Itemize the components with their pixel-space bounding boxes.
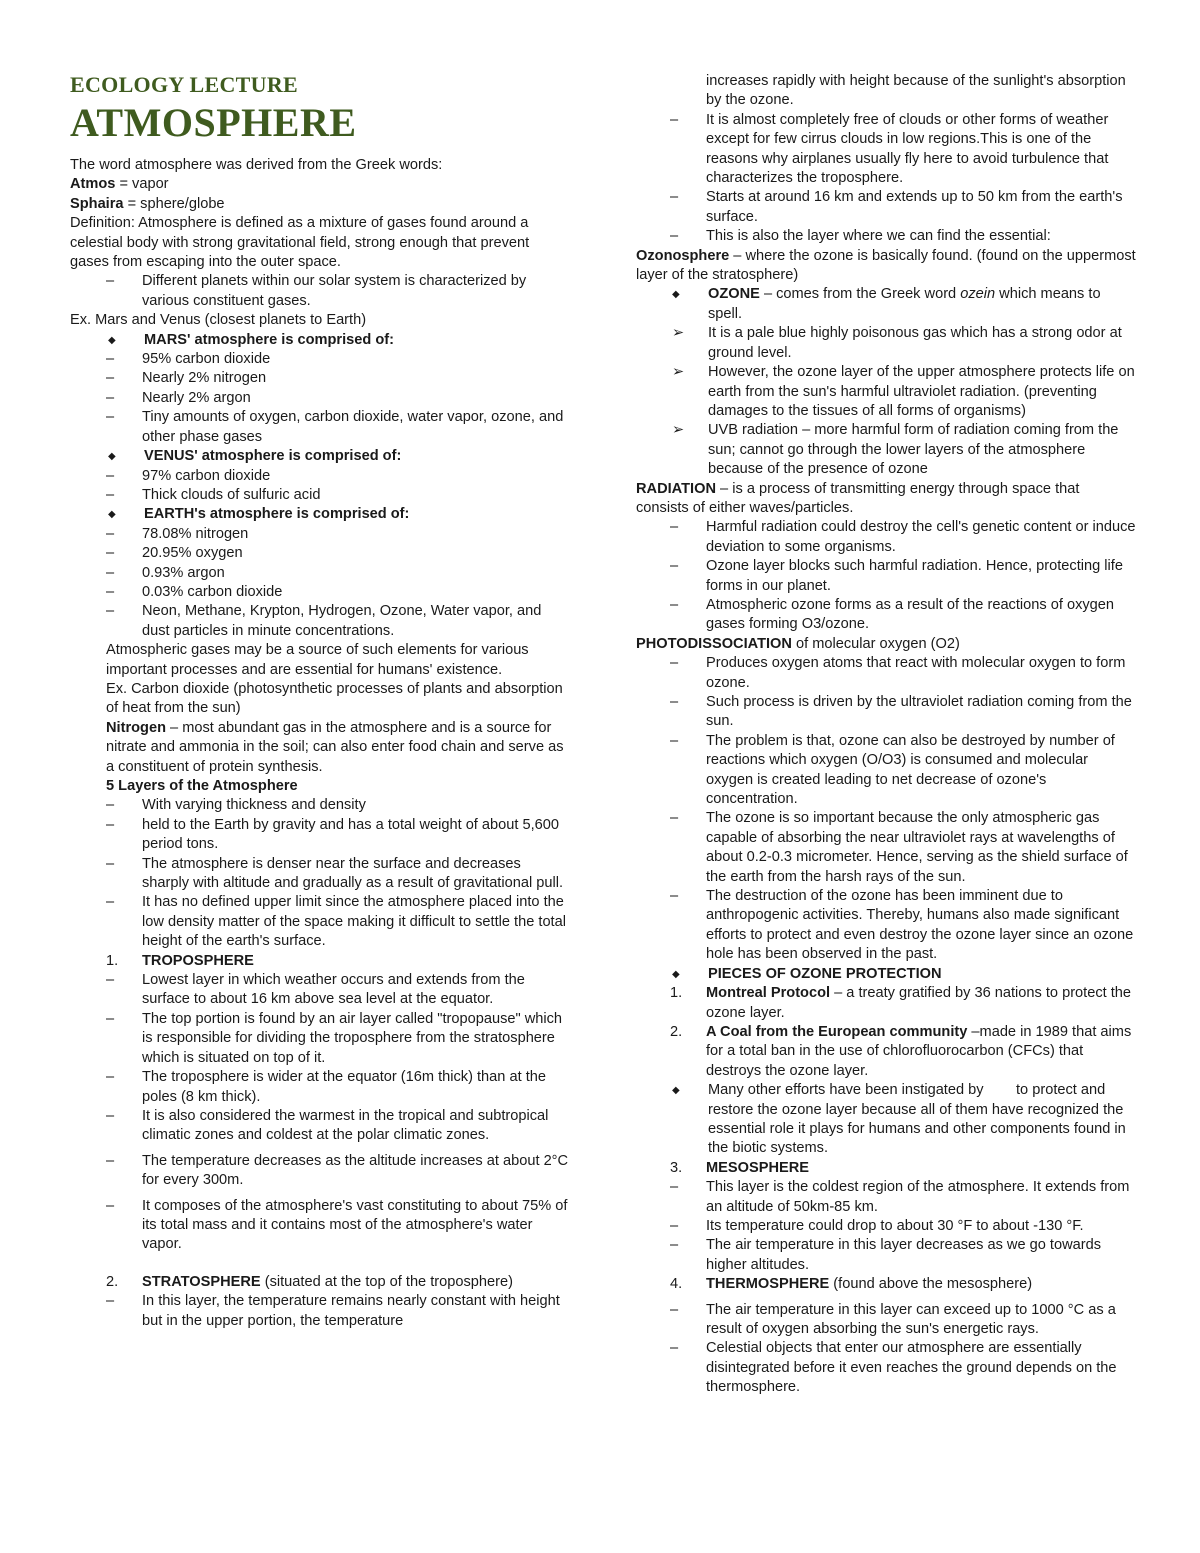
arrow-bullet-icon: ➢ (672, 325, 685, 342)
list-item-text: Celestial objects that enter our atmosphere are essentially disintegrated before it even reaches the ground depends on the thermosphere. (706, 1340, 1117, 1396)
list-item (70, 855, 570, 894)
list-item-text: 20.95% oxygen (142, 545, 243, 562)
example-planets: Ex. Mars and Venus (closest planets to Earth) (70, 312, 367, 329)
list-item-text: The destruction of the ozone has been imminent due to anthropogenic activities. Thereby, humans also made significant efforts to protect and even destroy the ozone layer since an ozone hole has been observed in the past. (706, 888, 1134, 963)
list-item (636, 809, 1136, 887)
list-item (70, 486, 570, 505)
bullet-icon: ◆ (672, 1085, 680, 1097)
dash-marker (106, 486, 142, 505)
list-item (636, 111, 1136, 189)
list-item (636, 421, 1136, 479)
list-item (636, 188, 1136, 227)
list-item (70, 1292, 570, 1331)
list-item (636, 518, 1136, 557)
list-item-text: Many other efforts have been instigated by to protect and restore the ozone layer because all of them have recognized the essential role it plays for humans and other components found in the biotic systems. (708, 1082, 1130, 1157)
dash-marker (670, 596, 706, 615)
list-item (70, 544, 570, 563)
course-label: ECOLOGY LECTURE (70, 72, 299, 97)
list-item-text: Produces oxygen atoms that react with molecular oxygen to form ozone. (706, 655, 1126, 691)
stratosphere-heading-text (142, 1273, 570, 1292)
list-item (636, 1301, 1136, 1340)
nitrogen-paragraph (70, 719, 570, 777)
list-item-text: The atmosphere is denser near the surface and decreases sharply with altitude and gradually as a result of gravitational pull. (142, 855, 564, 892)
ozone-heading-text (708, 285, 1136, 324)
dash-marker (670, 732, 706, 751)
list-item-text: It has no defined upper limit since the atmosphere placed into the low density matter of the space making it difficult to settle the total height of the earth's surface. (142, 894, 566, 950)
dash-marker (106, 1010, 142, 1029)
dash-marker (106, 971, 142, 990)
list-item (70, 369, 570, 388)
page-title: ATMOSPHERE (70, 100, 357, 145)
list-item (70, 408, 570, 447)
list-item (70, 1107, 570, 1146)
list-item (70, 583, 570, 602)
list-item-text (706, 1023, 1136, 1081)
photodissociation-def: of molecular oxygen (O2) (791, 635, 960, 652)
thermosphere-heading (636, 1275, 1136, 1294)
list-item (70, 1197, 570, 1255)
list-item (636, 363, 1136, 421)
coal-def: –made in 1989 that aims for a total ban in the use of chlorofluorocarbon (CFCs) that destroys the ozone layer. (706, 1023, 1132, 1079)
list-item-text: Neon, Methane, Krypton, Hydrogen, Ozone, Water vapor, and dust particles in minute concentrations. (142, 603, 542, 639)
list-item-text: 97% carbon dioxide (142, 467, 271, 484)
list-item-text: Its temperature could drop to about 30 °F to about -130 °F. (706, 1217, 1084, 1234)
radiation-def: – is a process of transmitting energy through space that consists of either waves/particles. (636, 480, 1080, 516)
list-item-text: With varying thickness and density (142, 797, 366, 814)
atmos-definition (70, 175, 570, 194)
list-item (70, 467, 570, 486)
list-item-text: In this layer, the temperature remains nearly constant with height but in the upper portion, the temperature (142, 1293, 560, 1329)
list-item (636, 693, 1136, 732)
list-number: 1. (106, 952, 119, 969)
list-item (636, 654, 1136, 693)
list-item-text: Ozone layer blocks such harmful radiation. Hence, protecting life forms in our planet. (706, 558, 1123, 594)
dash-marker (106, 583, 142, 602)
dash-marker (106, 602, 142, 621)
dash-marker (106, 855, 142, 874)
list-number: 3. (670, 1159, 683, 1176)
list-item (70, 1068, 570, 1107)
list-item (636, 1178, 1136, 1217)
list-item-text: It composes of the atmosphere's vast constituting to about 75% of its total mass and it contains most of the atmosphere's water vapor. (142, 1197, 568, 1253)
dash-marker (106, 389, 142, 408)
list-item (636, 324, 1136, 363)
dash-marker (670, 557, 706, 576)
bullet-icon: ◆ (672, 289, 680, 301)
dash-marker (670, 1301, 706, 1320)
list-item-text: 0.03% carbon dioxide (142, 583, 283, 600)
dash-marker (670, 654, 706, 673)
ozein-word: ozein (960, 286, 996, 303)
list-item-text: The temperature decreases as the altitude increases at about 2°C for every 300m. (142, 1152, 569, 1189)
bullet-icon: ◆ (108, 451, 116, 463)
ozonosphere-def: – where the ozone is basically found. (found on the uppermost layer of the stratosphere) (636, 247, 1136, 284)
list-item-text: Thick clouds of sulfuric acid (142, 486, 321, 503)
list-item (636, 1081, 1136, 1159)
list-item-text: However, the ozone layer of the upper atmosphere protects life on earth from the sun's harmful ultraviolet radiation. (preventing damages to the tissues of all forms of organisms) (708, 364, 1135, 419)
list-item-text: This layer is the coldest region of the atmosphere. It extends from an altitude of 50km-85 km. (706, 1179, 1130, 1215)
list-item-text: UVB radiation – more harmful form of radiation coming from the sun; cannot go through the lower layers of the atmosphere because of the presence of ozone (708, 422, 1119, 478)
bullet-icon: ◆ (672, 968, 680, 980)
gases-paragraph: Atmospheric gases may be a source of such elements for various important processes and are essential for humans' existence. (106, 642, 529, 678)
dash-marker (106, 893, 142, 912)
stratosphere-note: (situated at the top of the troposphere) (260, 1273, 513, 1290)
dash-marker (670, 887, 706, 906)
list-number: 2. (670, 1023, 683, 1040)
troposphere-heading (70, 952, 570, 971)
list-item-text: It is almost completely free of clouds or other forms of weather except for few cirrus clouds in low regions.This is one of the reasons why airplanes usually fly here to avoid turbulence that characterizes the troposphere. (706, 111, 1109, 187)
list-item (636, 227, 1136, 246)
radiation-term: RADIATION (636, 480, 716, 497)
mars-heading (70, 331, 570, 350)
ozone-def-end: which means to spell. (708, 286, 1101, 322)
dash-marker (106, 816, 142, 835)
list-item (70, 1152, 570, 1191)
co2-example: Ex. Carbon dioxide (photosynthetic processes of plants and absorption of heat from the sun) (106, 680, 563, 717)
right-column (636, 72, 1136, 1398)
earth-heading-text: EARTH's atmosphere is comprised of: (144, 506, 410, 523)
list-item-text: Such process is driven by the ultraviolet radiation coming from the sun. (706, 694, 1132, 730)
list-item (70, 564, 570, 583)
thermosphere-heading-text (706, 1275, 1136, 1294)
dash-marker (670, 809, 706, 828)
list-item-text: It is a pale blue highly poisonous gas which has a strong odor at ground level. (708, 325, 1122, 361)
list-item (70, 1010, 570, 1068)
dash-marker (670, 518, 706, 537)
list-item (636, 557, 1136, 596)
mars-heading-text: MARS' atmosphere is comprised of: (144, 331, 394, 348)
list-item-text: The ozone is so important because the only atmospheric gas capable of absorbing the near ultraviolet rays at wavelengths of about 0.2-0.3 micrometer. Hence, serving as the shield surface of the earth from the harsh rays of the sun. (706, 810, 1128, 885)
list-item (70, 971, 570, 1010)
ozone-def: – comes from the Greek word (759, 286, 961, 303)
definition-paragraph: Definition: Atmosphere is defined as a mixture of gases found around a celestial body with strong gravitational field, strong enough that prevent gases from escaping into the outer space. (70, 215, 530, 271)
dash-marker (106, 1107, 142, 1126)
dash-marker (106, 408, 142, 427)
troposphere-heading-text: TROPOSPHERE (142, 952, 254, 969)
list-item (636, 887, 1136, 965)
stratosphere-term: STRATOSPHERE (142, 1273, 261, 1290)
layers-heading: 5 Layers of the Atmosphere (106, 778, 298, 794)
dash-marker (670, 188, 706, 207)
nitrogen-term: Nitrogen (106, 719, 166, 736)
list-item (636, 984, 1136, 1023)
list-item (70, 893, 570, 951)
nitrogen-def: – most abundant gas in the atmosphere and is a source for nitrate and ammonia in the soil; can also enter food chain and serve as a constituent of protein synthesis. (106, 719, 564, 775)
intro-text: The word atmosphere was derived from the Greek words: (70, 157, 443, 173)
venus-heading (70, 447, 570, 466)
list-item-text (706, 984, 1136, 1023)
dash-marker (106, 272, 142, 291)
thermosphere-term: THERMOSPHERE (706, 1276, 830, 1293)
list-item-text: Lowest layer in which weather occurs and extends from the surface to about 16 km above sea level at the equator. (142, 972, 525, 1008)
sphaira-definition (70, 195, 570, 214)
list-item-text: The top portion is found by an air layer called "tropopause" which is responsible for dividing the troposphere from the stratosphere which is situated on top of it. (142, 1010, 563, 1066)
list-item-text: Different planets within our solar system is characterized by various constituent gases. (142, 273, 527, 309)
list-item (70, 816, 570, 855)
ozonosphere-paragraph (636, 247, 1136, 286)
dash-marker (106, 544, 142, 563)
list-item (70, 602, 570, 641)
list-item (636, 1339, 1136, 1397)
ozone-term: OZONE (708, 286, 760, 303)
list-item-text: Atmospheric ozone forms as a result of the reactions of oxygen gases forming O3/ozone. (706, 596, 1115, 633)
list-number: 2. (106, 1273, 119, 1290)
dash-marker (670, 111, 706, 130)
list-item (636, 596, 1136, 635)
dash-marker (106, 796, 142, 815)
list-item-text: 0.93% argon (142, 564, 225, 581)
photodissociation-paragraph (636, 635, 1136, 654)
list-item-text: 95% carbon dioxide (142, 351, 271, 368)
dash-marker (106, 350, 142, 369)
dash-marker (106, 1292, 142, 1311)
pieces-heading (636, 965, 1136, 984)
photodissociation-term: PHOTODISSOCIATION (636, 635, 792, 652)
list-item (70, 796, 570, 815)
list-item (636, 1023, 1136, 1081)
spacer (70, 1255, 570, 1273)
earth-heading (70, 505, 570, 524)
atmos-def: = vapor (115, 176, 169, 193)
list-item-text: Harmful radiation could destroy the cell's genetic content or induce deviation to some organisms. (706, 519, 1136, 555)
dash-marker (670, 1236, 706, 1255)
dash-marker (106, 467, 142, 486)
list-item-text: The troposphere is wider at the equator (16m thick) than at the poles (8 km thick). (142, 1069, 546, 1105)
list-item-text: 78.08% nitrogen (142, 525, 249, 542)
list-item (636, 1236, 1136, 1275)
list-number: 1. (670, 985, 683, 1002)
dash-marker (106, 1197, 142, 1216)
list-item-text: Nearly 2% argon (142, 389, 251, 406)
arrow-bullet-icon: ➢ (672, 364, 685, 381)
continued-text: increases rapidly with height because of the sunlight's absorption by the ozone. (706, 73, 1126, 109)
thermosphere-note: (found above the mesosphere) (829, 1276, 1033, 1293)
list-item (70, 350, 570, 369)
montreal-term: Montreal Protocol (706, 985, 831, 1002)
dash-marker (670, 693, 706, 712)
list-item-text: The problem is that, ozone can also be destroyed by number of reactions which oxygen (O/O3) is consumed and molecular oxygen is created leading to net decrease of ozone's concentration. (706, 732, 1115, 808)
mesosphere-heading (636, 1159, 1136, 1178)
list-item-text: The air temperature in this layer decreases as we go towards higher altitudes. (706, 1237, 1102, 1273)
list-item-text: held to the Earth by gravity and has a total weight of about 5,600 period tons. (142, 816, 560, 853)
dash-marker (106, 1152, 142, 1171)
list-item-text: It is also considered the warmest in the tropical and subtropical climatic zones and coldest at the polar climatic zones. (142, 1107, 549, 1144)
list-item (70, 525, 570, 544)
coal-term: A Coal from the European community (706, 1023, 968, 1040)
dash-marker (106, 564, 142, 583)
list-item (636, 1217, 1136, 1236)
dash-marker (670, 227, 706, 246)
list-item-text: Nearly 2% nitrogen (142, 370, 267, 387)
dash-marker (670, 1178, 706, 1197)
list-item-text: The air temperature in this layer can exceed up to 1000 °C as a result of oxygen absorbing the sun's energetic rays. (706, 1301, 1116, 1337)
bullet-icon: ◆ (108, 509, 116, 521)
dash-marker (106, 369, 142, 388)
dash-marker (670, 1339, 706, 1358)
sphaira-def: = sphere/globe (123, 195, 225, 212)
stratosphere-heading (70, 1273, 570, 1292)
list-number: 4. (670, 1276, 683, 1293)
list-item-text: Tiny amounts of oxygen, carbon dioxide, water vapor, ozone, and other phase gases (142, 409, 564, 445)
montreal-def: – a treaty gratified by 36 nations to protect the ozone layer. (706, 985, 1132, 1021)
ozonosphere-term: Ozonosphere (636, 247, 730, 264)
dash-marker (106, 525, 142, 544)
atmos-term: Atmos (70, 176, 116, 193)
dash-marker (106, 1068, 142, 1087)
list-item-text: Starts at around 16 km and extends up to 50 km from the earth's surface. (706, 189, 1123, 225)
list-item-text: This is also the layer where we can find the essential: (706, 228, 1051, 245)
radiation-paragraph (636, 480, 1136, 519)
sphaira-term: Sphaira (70, 195, 124, 212)
left-column (70, 70, 570, 1331)
bullet-icon: ◆ (108, 334, 116, 346)
ozone-heading (636, 285, 1136, 324)
mesosphere-heading-text: MESOSPHERE (706, 1159, 809, 1176)
list-item (636, 732, 1136, 810)
arrow-bullet-icon: ➢ (672, 422, 685, 439)
pieces-heading-text: PIECES OF OZONE PROTECTION (708, 965, 942, 982)
venus-heading-text: VENUS' atmosphere is comprised of: (144, 448, 402, 465)
dash-marker (670, 1217, 706, 1236)
list-item (70, 389, 570, 408)
list-item (70, 272, 570, 311)
